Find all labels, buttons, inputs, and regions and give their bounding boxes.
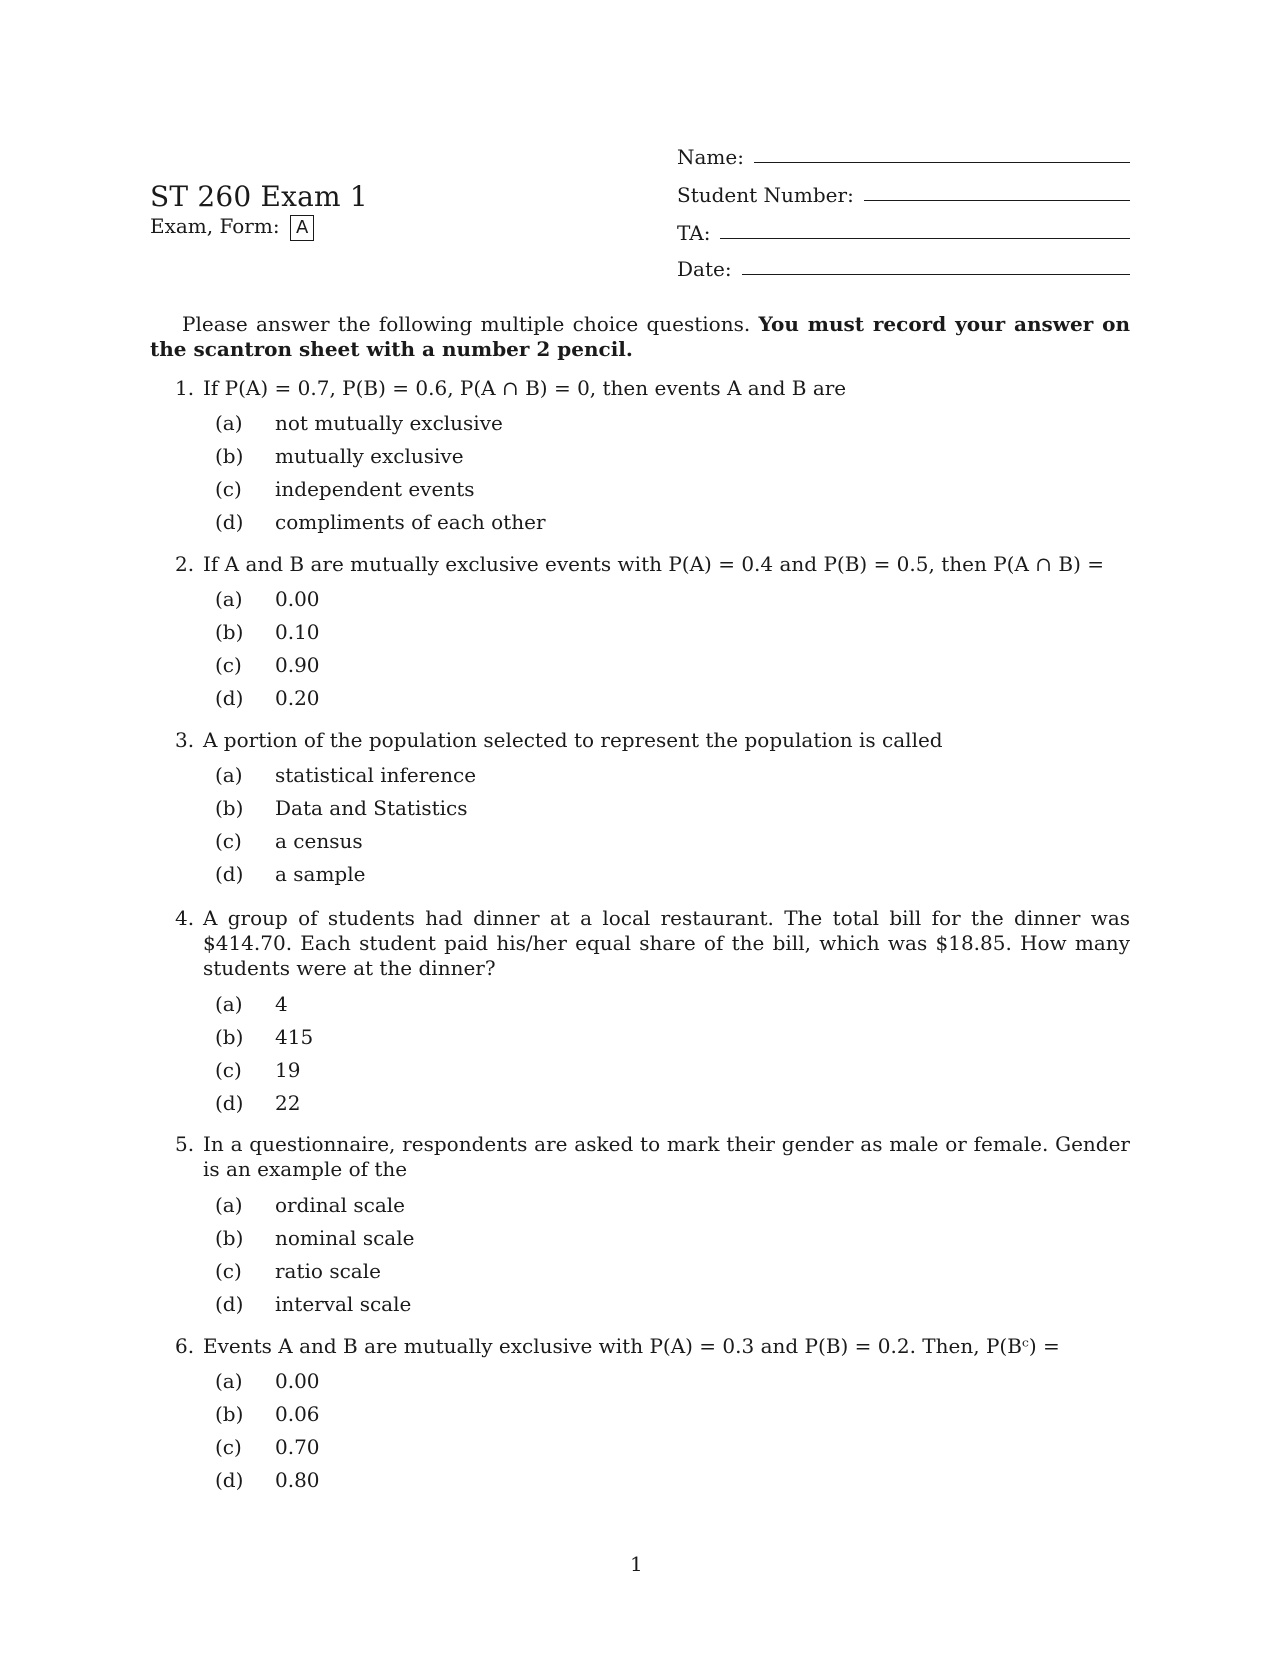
question-5 [175,1132,1130,1182]
exam-form-line [150,214,314,241]
option-c [215,1057,300,1083]
option-text: mutually exclusive [275,444,464,468]
option-text: 0.70 [275,1435,320,1459]
option-b [215,619,320,645]
option-label: (a) [215,992,243,1016]
option-label: (a) [215,411,243,435]
option-b [215,1225,414,1251]
option-text: independent events [275,477,475,501]
question-6 [175,1334,1130,1359]
date-label: Date: [677,257,732,281]
option-d [215,1090,300,1116]
option-d [215,509,546,535]
question-stem: A portion of the population selected to represent the population is called [203,728,943,752]
question-stem: A group of students had dinner at a local restaurant. The total bill for the dinner was $414.70. Each student paid his/her equal share of the bill, which was $18.85. How many students were at the dinner? [203,906,1130,980]
instructions-bold: You must record your answer on the scantron sheet with a number 2 pencil. [150,312,1130,361]
option-label: (b) [215,1025,244,1049]
ta-label: TA: [677,221,711,245]
name-blank-line [754,162,1130,163]
option-text: ratio scale [275,1259,381,1283]
question-stem: If A and B are mutually exclusive events with P(A) = 0.4 and P(B) = 0.5, then P(A ∩ B) = [203,552,1104,576]
option-a [215,762,476,788]
option-text: ordinal scale [275,1193,405,1217]
option-label: (c) [215,1058,242,1082]
option-label: (b) [215,796,244,820]
option-label: (d) [215,510,244,534]
student-number-blank-line [864,200,1130,201]
name-label: Name: [677,145,744,169]
option-d [215,685,320,711]
option-text: 0.06 [275,1402,320,1426]
option-b [215,443,464,469]
option-text: 0.20 [275,686,320,710]
question-stem: In a questionnaire, respondents are asked to mark their gender as male or female. Gender is an example of the [203,1132,1130,1181]
student-number-label: Student Number: [677,183,854,207]
form-label: Exam, Form: [150,214,280,238]
option-a [215,991,288,1017]
option-label: (a) [215,587,243,611]
option-text: 0.90 [275,653,320,677]
question-number: 6. [175,1334,195,1358]
exam-title: ST 260 Exam 1 [150,180,368,213]
option-d [215,1467,320,1493]
form-value-box: A [290,215,314,241]
option-label: (d) [215,862,244,886]
option-text: 19 [275,1058,301,1082]
option-c [215,476,475,502]
ta-blank-line [720,238,1130,239]
option-text: compliments of each other [275,510,546,534]
option-text: 4 [275,992,288,1016]
option-b [215,1024,313,1050]
option-text: 415 [275,1025,314,1049]
option-c [215,652,320,678]
option-label: (c) [215,1259,242,1283]
option-b [215,1401,320,1427]
option-label: (a) [215,1193,243,1217]
question-stem: Events A and B are mutually exclusive with P(A) = 0.3 and P(B) = 0.2. Then, P(Bᶜ) = [203,1334,1060,1358]
option-c [215,1434,320,1460]
option-c [215,828,363,854]
option-label: (b) [215,620,244,644]
option-text: 0.00 [275,1369,320,1393]
student-number-field [677,183,1130,207]
option-text: a sample [275,862,366,886]
option-label: (c) [215,1435,242,1459]
ta-field [677,221,1130,245]
option-text: interval scale [275,1292,412,1316]
date-blank-line [742,274,1130,275]
option-label: (d) [215,1468,244,1492]
option-label: (b) [215,1226,244,1250]
option-text: a census [275,829,363,853]
option-label: (d) [215,1292,244,1316]
option-a [215,586,320,612]
question-stem: If P(A) = 0.7, P(B) = 0.6, P(A ∩ B) = 0, then events A and B are [203,376,847,400]
question-number: 4. [175,906,195,930]
option-label: (c) [215,653,242,677]
instructions [150,312,1130,362]
page-number: 1 [630,1552,643,1576]
name-field [677,145,1130,169]
option-text: not mutually exclusive [275,411,503,435]
option-text: 0.10 [275,620,320,644]
question-number: 2. [175,552,195,576]
question-number: 5. [175,1132,195,1156]
instructions-plain: Please answer the following multiple choice questions. [182,312,751,336]
option-label: (c) [215,829,242,853]
question-number: 3. [175,728,195,752]
option-a [215,1192,405,1218]
question-2 [175,552,1130,577]
option-text: 0.00 [275,587,320,611]
option-label: (b) [215,1402,244,1426]
option-label: (c) [215,477,242,501]
option-text: 0.80 [275,1468,320,1492]
option-text: Data and Statistics [275,796,468,820]
option-label: (d) [215,1091,244,1115]
option-text: statistical inference [275,763,477,787]
option-label: (a) [215,763,243,787]
option-b [215,795,468,821]
option-text: nominal scale [275,1226,415,1250]
option-label: (d) [215,686,244,710]
option-a [215,1368,320,1394]
question-1 [175,376,1130,401]
option-label: (a) [215,1369,243,1393]
question-3 [175,728,1130,753]
option-d [215,861,365,887]
question-4 [175,906,1130,981]
option-d [215,1291,411,1317]
option-c [215,1258,381,1284]
option-label: (b) [215,444,244,468]
option-text: 22 [275,1091,301,1115]
question-number: 1. [175,376,195,400]
date-field [677,257,1130,281]
option-a [215,410,503,436]
